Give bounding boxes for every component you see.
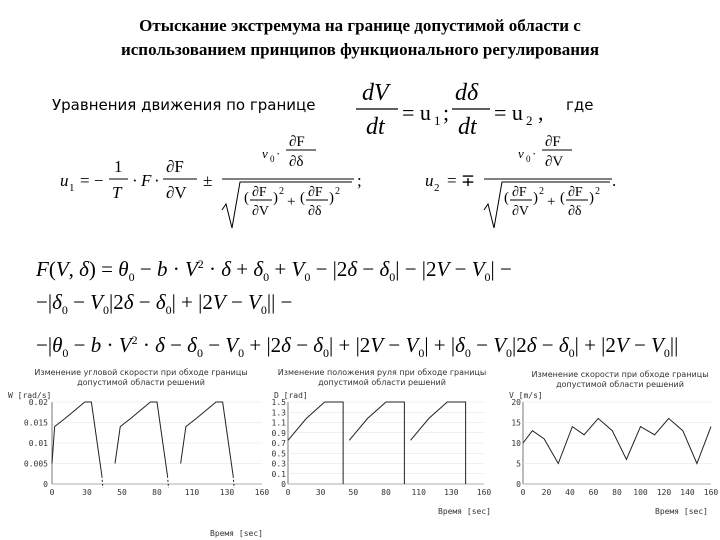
chart1-xlabel: Время [sec] [210,529,263,538]
chart2-xlabel: Время [sec] [438,507,491,516]
chart3-series-line-1 [523,418,711,463]
eq-dv: dV [362,80,389,106]
chart1-angular-velocity [0,388,275,540]
chart3-xlabel: Время [sec] [655,507,708,516]
chart2-ytick: 0.1 [271,469,286,479]
svg-text:1: 1 [69,182,75,194]
chart3-xtick: 120 [656,488,672,497]
svg-text:.: . [612,171,617,190]
svg-text:−|θ0 − b · V2 · δ − δ0 − V0 +: $-|\theta_0 - b \cdot V^2 \cdot \delta - \delta_0 - V_0 + |2\delta - \delta_0| + |2V - V_0| + |\delta_0 - V_0|2\delta - \delta_0| + |2V - V_0||$ [36,333,679,360]
svg-text:v: v [518,146,524,161]
chart2-xtick: 130 [444,488,459,497]
svg-text:1: 1 [114,157,123,176]
chart2-ytick: 1.5 [271,398,286,407]
chart1-xtick: 130 [219,488,235,497]
chart2-ylabel: D [rad] [274,391,308,400]
svg-text:2: 2 [595,186,600,197]
chart1-xtick: 110 [184,488,200,497]
svg-text:F(V, δ) = θ0 − b · V2 · δ + δ0: F(V, $\delta) = \theta_0 - b \cdot V^2 \cdot \delta + \delta_0 + V_0 - |2\delta - \delta_0| - |2V - V_0|$ − [36,257,512,284]
svg-text:∂F: ∂F [512,185,527,200]
svg-text:): ) [533,190,538,206]
f-function-formula [35,257,678,360]
svg-text:;: ; [357,171,362,190]
chart3-title: Изменение скорости при обходе границы допустимой области решений [531,370,709,389]
chart3-ytick: 5 [516,459,521,469]
chart3-ytick: 20 [511,398,521,407]
svg-text:−|δ0 − V0|2δ − δ0| + |2V − V0|: $-|\delta_0 - V_0|2\delta - \delta_0| + |2V - V_0||$ − [36,290,293,317]
eq-u1-sub: 1 [434,113,441,128]
chart3-ytick: 10 [511,439,521,448]
svg-text:∂δ: ∂δ [308,204,322,219]
chart1-ytick: 0 [43,480,48,489]
svg-text:·: · [276,146,281,161]
chart1-drop-line [102,476,103,488]
svg-text:∂V: ∂V [252,204,270,219]
chart1-xtick: 30 [82,488,92,497]
svg-text:+: + [547,194,556,210]
chart1-xtick: 80 [152,488,162,497]
chart3-xtick: 20 [541,488,552,497]
gde-text: где [566,96,594,114]
chart1-ytick: 0.01 [28,439,48,448]
eq-u1: = u [402,100,431,125]
svg-text:∂V: ∂V [166,183,187,202]
svg-text:F: F [141,171,152,190]
chart1-series-line-2 [115,402,168,476]
chart1-title: Изменение угловой скорости при обходе границы допустимой области решений [34,368,248,387]
u2-formula [425,134,616,228]
chart3-xtick: 100 [633,488,648,497]
svg-text:∂F: ∂F [252,185,267,200]
chart1-ytick: 0.015 [23,418,48,428]
eq-u2: = u [494,100,523,125]
chart1-ylabel: W [rad/s] [8,391,52,400]
chart2-rudder-position [270,388,500,540]
chart2-xtick: 160 [476,488,492,497]
svg-text:(: ( [560,190,565,206]
svg-text:2: 2 [539,186,544,197]
svg-text:∂V: ∂V [545,154,564,170]
chart3-xtick: 40 [565,488,575,497]
title-line-1: Отыскание экстремума на границе допустимой области с [139,16,581,35]
svg-text:0: 0 [526,154,531,164]
svg-text:(: ( [300,190,305,206]
chart3-ytick: 15 [511,418,521,428]
eq-u2-sub: 2 [526,113,533,128]
svg-text:T: T [112,183,122,202]
svg-text:∂F: ∂F [289,134,305,150]
svg-text:u: u [425,171,434,190]
chart2-ytick: 0.9 [271,428,286,438]
svg-text:v: v [262,146,268,161]
svg-text:∂F: ∂F [166,157,184,176]
svg-text:): ) [329,190,334,206]
chart2-ytick: 0 [281,480,286,489]
chart2-ytick: 1.3 [271,408,286,418]
svg-text:∂F: ∂F [308,185,323,200]
chart1-ytick: 0.005 [23,459,48,469]
svg-text:·: · [532,146,537,161]
chart1-series-line-1 [52,402,102,476]
chart3-xtick: 140 [680,488,695,497]
chart2-ytick: 0.3 [271,459,286,469]
eq-comma: , [538,100,544,125]
svg-text:∂F: ∂F [545,134,561,150]
svg-text:+: + [287,194,296,210]
chart1-ytick: 0.02 [28,398,48,407]
svg-text:∂F: ∂F [568,185,583,200]
eq-semicolon: ; [443,100,450,125]
svg-text:·: · [154,171,160,190]
chart3-xtick: 160 [703,488,719,497]
chart3-xtick: 80 [612,488,622,497]
svg-text:(: ( [504,190,509,206]
chart1-series-line-3 [181,402,234,476]
chart2-ytick: 1.1 [271,418,286,428]
svg-text:= ∓: = ∓ [447,171,476,190]
chart2-title: Изменение положения руля при обходе границы допустимой области решений [277,368,487,387]
chart1-drop-line [168,476,169,488]
svg-text:): ) [273,190,278,206]
svg-text:0: 0 [270,154,275,164]
svg-text:2: 2 [279,186,284,197]
svg-text:±: ± [203,171,213,190]
chart1-drop-line [233,476,234,488]
svg-text:∂δ: ∂δ [289,154,304,170]
chart3-ytick: 0 [516,480,521,489]
eq-dt-2: dt [458,114,477,140]
eq-ddelta: dδ [455,80,479,106]
svg-text:∂δ: ∂δ [568,204,582,219]
chart3-ylabel: V [m/s] [509,391,543,400]
chart2-ytick: 0.7 [271,439,286,448]
svg-text:2: 2 [335,186,340,197]
chart1-xtick: 0 [49,488,55,497]
svg-text:2: 2 [434,182,440,194]
chart3-xtick: 0 [520,488,526,497]
eq-dt-1: dt [366,114,385,140]
chart2-xtick: 0 [285,488,291,497]
u1-formula [60,134,362,228]
svg-text:u: u [60,171,69,190]
title-line-2: использованием принципов функционального регулирования [120,40,600,59]
motion-equations [356,80,544,140]
chart3-speed [505,388,720,540]
svg-text:∂V: ∂V [512,204,530,219]
svg-text:= −: = − [80,171,104,190]
svg-text:(: ( [244,190,249,206]
chart1-xtick: 160 [254,488,270,497]
chart3-xtick: 60 [588,488,599,497]
chart2-xtick: 80 [381,488,391,497]
chart2-xtick: 50 [348,488,359,497]
chart2-ytick: 0.5 [271,449,286,459]
intro-text: Уравнения движения по границе [52,96,316,114]
chart2-xtick: 30 [315,488,326,497]
chart2-xtick: 110 [411,488,426,497]
chart1-xtick: 50 [117,488,127,497]
svg-text:): ) [589,190,594,206]
svg-text:·: · [132,171,138,190]
